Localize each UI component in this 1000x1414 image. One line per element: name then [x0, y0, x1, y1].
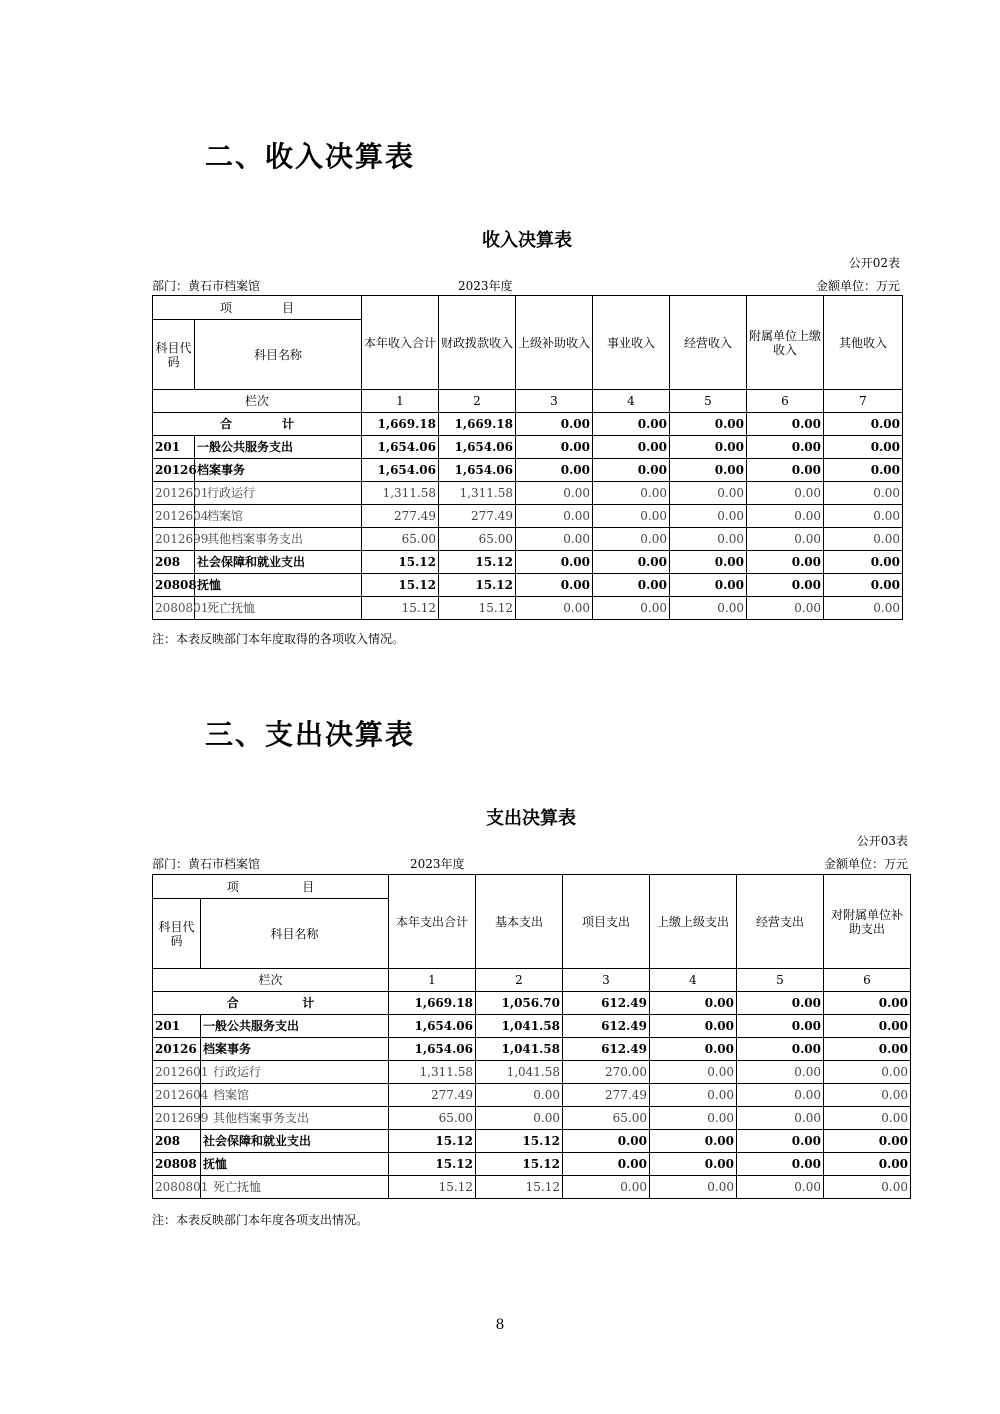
amount-cell: 0.00 — [747, 436, 824, 459]
amount-cell: 0.00 — [824, 436, 903, 459]
income-table — [152, 295, 903, 620]
total-value: 0.00 — [747, 413, 824, 436]
total-row — [153, 413, 903, 436]
subject-code: 2012604 — [153, 1084, 201, 1107]
col-header: 其他收入 — [824, 296, 903, 390]
amount-cell: 0.00 — [593, 597, 670, 620]
amount-cell: 0.00 — [670, 597, 747, 620]
amount-cell: 0.00 — [516, 459, 593, 482]
subject-name: 抚恤 — [195, 574, 362, 597]
subject-name: 行政运行 — [195, 482, 362, 505]
section-heading-expenditure: 三、支出决算表 — [205, 718, 416, 751]
amount-cell: 0.00 — [824, 1015, 911, 1038]
report-title: 收入决算表 — [482, 230, 572, 251]
table-row — [153, 1176, 911, 1199]
form-number: 公开03表 — [856, 834, 908, 848]
amount-cell: 0.00 — [747, 482, 824, 505]
col-header: 附属单位上缴收入 — [747, 296, 824, 390]
amount-cell: 612.49 — [563, 1015, 650, 1038]
amount-cell: 15.12 — [439, 551, 516, 574]
amount-cell: 1,311.58 — [439, 482, 516, 505]
amount-cell: 0.00 — [824, 1176, 911, 1199]
amount-cell: 65.00 — [439, 528, 516, 551]
total-label-a: 合 — [219, 417, 232, 431]
project-header-b: 目 — [302, 879, 315, 894]
amount-cell: 277.49 — [389, 1084, 476, 1107]
report-title: 支出决算表 — [486, 808, 576, 829]
col-header: 财政拨款收入 — [439, 296, 516, 390]
amount-cell: 0.00 — [670, 505, 747, 528]
subject-code: 20808 — [153, 574, 195, 597]
expenditure-report — [152, 798, 910, 1233]
amount-cell: 0.00 — [593, 574, 670, 597]
table-row — [153, 459, 903, 482]
amount-cell: 0.00 — [650, 1061, 737, 1084]
amount-cell: 15.12 — [362, 551, 439, 574]
amount-cell: 0.00 — [737, 1107, 824, 1130]
name-header: 科目名称 — [195, 320, 362, 390]
amount-cell: 0.00 — [670, 528, 747, 551]
total-value: 0.00 — [824, 992, 911, 1015]
amount-cell: 0.00 — [516, 528, 593, 551]
amount-cell: 0.00 — [563, 1153, 650, 1176]
amount-cell: 15.12 — [439, 574, 516, 597]
amount-cell: 0.00 — [516, 505, 593, 528]
amount-cell: 15.12 — [476, 1130, 563, 1153]
amount-cell: 15.12 — [362, 574, 439, 597]
col-number: 5 — [670, 390, 747, 413]
amount-cell: 0.00 — [650, 1015, 737, 1038]
amount-cell: 65.00 — [389, 1107, 476, 1130]
total-value: 0.00 — [737, 992, 824, 1015]
amount-cell: 0.00 — [593, 436, 670, 459]
amount-cell: 0.00 — [516, 551, 593, 574]
subject-name: 其他档案事务支出 — [201, 1107, 389, 1130]
total-value: 0.00 — [824, 413, 903, 436]
department-label: 部门：黄石市档案馆 — [152, 279, 261, 293]
subject-code: 208 — [153, 1130, 201, 1153]
col-number: 5 — [737, 969, 824, 992]
total-row — [153, 992, 911, 1015]
col-header: 事业收入 — [593, 296, 670, 390]
subject-code: 2012601 — [153, 1061, 201, 1084]
amount-cell: 270.00 — [563, 1061, 650, 1084]
amount-cell: 0.00 — [476, 1084, 563, 1107]
amount-cell: 65.00 — [563, 1107, 650, 1130]
subject-code: 2012699 — [153, 1107, 201, 1130]
col-number: 1 — [362, 390, 439, 413]
col-number: 1 — [389, 969, 476, 992]
amount-cell: 15.12 — [389, 1130, 476, 1153]
amount-cell: 0.00 — [737, 1038, 824, 1061]
form-number: 公开02表 — [848, 256, 900, 270]
amount-cell: 0.00 — [824, 1038, 911, 1061]
amount-cell: 1,041.58 — [476, 1061, 563, 1084]
col-number: 2 — [476, 969, 563, 992]
subject-code: 201 — [153, 436, 195, 459]
amount-cell: 0.00 — [824, 551, 903, 574]
amount-cell: 0.00 — [824, 597, 903, 620]
amount-cell: 0.00 — [593, 551, 670, 574]
amount-cell: 0.00 — [824, 459, 903, 482]
amount-cell: 0.00 — [747, 459, 824, 482]
row-label: 栏次 — [153, 390, 362, 413]
amount-cell: 1,654.06 — [362, 459, 439, 482]
income-report — [152, 220, 902, 650]
amount-cell: 15.12 — [389, 1176, 476, 1199]
subject-code: 20808 — [153, 1153, 201, 1176]
currency-unit: 金额单位：万元 — [815, 279, 900, 293]
col-header: 基本支出 — [476, 875, 563, 969]
amount-cell: 1,654.06 — [389, 1015, 476, 1038]
amount-cell: 0.00 — [670, 551, 747, 574]
table-row — [153, 1130, 911, 1153]
total-value: 612.49 — [563, 992, 650, 1015]
total-value: 0.00 — [670, 413, 747, 436]
subject-code: 2080801 — [153, 1176, 201, 1199]
amount-cell: 0.00 — [516, 482, 593, 505]
amount-cell: 1,654.06 — [389, 1038, 476, 1061]
amount-cell: 0.00 — [593, 459, 670, 482]
amount-cell: 0.00 — [747, 528, 824, 551]
col-number: 3 — [563, 969, 650, 992]
amount-cell: 0.00 — [670, 574, 747, 597]
amount-cell: 0.00 — [737, 1153, 824, 1176]
col-number: 7 — [824, 390, 903, 413]
subject-name: 死亡抚恤 — [195, 597, 362, 620]
subject-name: 档案事务 — [195, 459, 362, 482]
subject-name: 其他档案事务支出 — [195, 528, 362, 551]
total-value: 1,669.18 — [362, 413, 439, 436]
amount-cell: 1,654.06 — [439, 459, 516, 482]
amount-cell: 0.00 — [824, 574, 903, 597]
amount-cell: 0.00 — [563, 1176, 650, 1199]
project-header — [153, 296, 362, 320]
table-row — [153, 1038, 911, 1061]
amount-cell: 0.00 — [737, 1084, 824, 1107]
amount-cell: 15.12 — [476, 1176, 563, 1199]
amount-cell: 1,041.58 — [476, 1015, 563, 1038]
col-number: 6 — [824, 969, 911, 992]
fiscal-year: 2023年度 — [410, 857, 465, 871]
amount-cell: 15.12 — [439, 597, 516, 620]
subject-name: 档案馆 — [195, 505, 362, 528]
amount-cell: 0.00 — [824, 1107, 911, 1130]
subject-code: 20126 — [153, 459, 195, 482]
table-note: 注：本表反映部门本年度取得的各项收入情况。 — [152, 632, 405, 646]
subject-name: 行政运行 — [201, 1061, 389, 1084]
amount-cell: 15.12 — [362, 597, 439, 620]
col-header: 经营支出 — [737, 875, 824, 969]
fiscal-year: 2023年度 — [458, 279, 513, 293]
amount-cell: 0.00 — [593, 482, 670, 505]
amount-cell: 277.49 — [362, 505, 439, 528]
total-value: 1,056.70 — [476, 992, 563, 1015]
amount-cell: 0.00 — [824, 528, 903, 551]
total-label-a: 合 — [226, 996, 239, 1010]
project-header-a: 项 — [226, 879, 239, 894]
amount-cell: 0.00 — [824, 1084, 911, 1107]
total-value: 1,669.18 — [389, 992, 476, 1015]
amount-cell: 0.00 — [650, 1107, 737, 1130]
code-header: 科目代码 — [153, 320, 195, 390]
amount-cell: 1,041.58 — [476, 1038, 563, 1061]
subject-name: 一般公共服务支出 — [201, 1015, 389, 1038]
amount-cell: 0.00 — [670, 459, 747, 482]
amount-cell: 1,654.06 — [439, 436, 516, 459]
subject-name: 社会保障和就业支出 — [195, 551, 362, 574]
name-header: 科目名称 — [201, 899, 389, 969]
subject-code: 208 — [153, 551, 195, 574]
table-note: 注：本表反映部门本年度各项支出情况。 — [152, 1213, 369, 1227]
table-row — [153, 482, 903, 505]
col-number: 2 — [439, 390, 516, 413]
amount-cell: 0.00 — [824, 1130, 911, 1153]
table-row — [153, 1153, 911, 1176]
table-row — [153, 1084, 911, 1107]
amount-cell: 0.00 — [563, 1130, 650, 1153]
amount-cell: 1,311.58 — [389, 1061, 476, 1084]
page-number: 8 — [495, 1317, 505, 1333]
amount-cell: 0.00 — [516, 574, 593, 597]
col-number: 4 — [593, 390, 670, 413]
amount-cell: 0.00 — [650, 1130, 737, 1153]
amount-cell: 277.49 — [563, 1084, 650, 1107]
amount-cell: 0.00 — [650, 1176, 737, 1199]
subject-code: 20126 — [153, 1038, 201, 1061]
table-row — [153, 597, 903, 620]
amount-cell: 0.00 — [476, 1107, 563, 1130]
project-header-a: 项 — [219, 300, 232, 315]
subject-name: 死亡抚恤 — [201, 1176, 389, 1199]
table-row — [153, 436, 903, 459]
col-header: 上缴上级支出 — [650, 875, 737, 969]
amount-cell: 0.00 — [747, 597, 824, 620]
table-row — [153, 505, 903, 528]
amount-cell: 0.00 — [650, 1038, 737, 1061]
subject-name: 档案事务 — [201, 1038, 389, 1061]
total-label — [153, 992, 389, 1015]
amount-cell: 0.00 — [747, 574, 824, 597]
amount-cell: 277.49 — [439, 505, 516, 528]
amount-cell: 65.00 — [362, 528, 439, 551]
amount-cell: 0.00 — [737, 1015, 824, 1038]
subject-code: 2012604 — [153, 505, 195, 528]
amount-cell: 0.00 — [516, 436, 593, 459]
table-row — [153, 1061, 911, 1084]
col-header: 本年收入合计 — [362, 296, 439, 390]
amount-cell: 0.00 — [824, 1153, 911, 1176]
table-row — [153, 574, 903, 597]
amount-cell: 0.00 — [737, 1130, 824, 1153]
amount-cell: 15.12 — [389, 1153, 476, 1176]
amount-cell: 0.00 — [670, 436, 747, 459]
amount-cell: 0.00 — [516, 597, 593, 620]
department-label: 部门：黄石市档案馆 — [152, 857, 261, 871]
subject-code: 201 — [153, 1015, 201, 1038]
amount-cell: 0.00 — [747, 505, 824, 528]
subject-name: 一般公共服务支出 — [195, 436, 362, 459]
amount-cell: 1,654.06 — [362, 436, 439, 459]
col-header: 上级补助收入 — [516, 296, 593, 390]
amount-cell: 15.12 — [476, 1153, 563, 1176]
subject-code: 2080801 — [153, 597, 195, 620]
col-header: 项目支出 — [563, 875, 650, 969]
total-value: 0.00 — [516, 413, 593, 436]
subject-code: 2012699 — [153, 528, 195, 551]
col-header: 对附属单位补助支出 — [824, 875, 911, 969]
amount-cell: 0.00 — [593, 505, 670, 528]
code-header: 科目代码 — [153, 899, 201, 969]
total-value: 0.00 — [650, 992, 737, 1015]
col-number: 4 — [650, 969, 737, 992]
subject-name: 抚恤 — [201, 1153, 389, 1176]
col-header: 本年支出合计 — [389, 875, 476, 969]
amount-cell: 0.00 — [737, 1176, 824, 1199]
table-row — [153, 551, 903, 574]
amount-cell: 0.00 — [670, 482, 747, 505]
amount-cell: 0.00 — [824, 1061, 911, 1084]
expenditure-table — [152, 874, 911, 1199]
total-label — [153, 413, 362, 436]
subject-name: 档案馆 — [201, 1084, 389, 1107]
amount-cell: 0.00 — [650, 1153, 737, 1176]
total-value: 1,669.18 — [439, 413, 516, 436]
currency-unit: 金额单位：万元 — [823, 857, 908, 871]
subject-code: 2012601 — [153, 482, 195, 505]
table-row — [153, 528, 903, 551]
project-header-b: 目 — [281, 300, 294, 315]
amount-cell: 0.00 — [650, 1084, 737, 1107]
amount-cell: 612.49 — [563, 1038, 650, 1061]
row-label: 栏次 — [153, 969, 389, 992]
section-heading-income: 二、收入决算表 — [205, 140, 416, 173]
table-row — [153, 1015, 911, 1038]
col-header: 经营收入 — [670, 296, 747, 390]
col-number: 6 — [747, 390, 824, 413]
table-row — [153, 1107, 911, 1130]
total-label-b: 计 — [302, 996, 315, 1010]
total-label-b: 计 — [281, 417, 294, 431]
amount-cell: 0.00 — [593, 528, 670, 551]
col-number: 3 — [516, 390, 593, 413]
subject-name: 社会保障和就业支出 — [201, 1130, 389, 1153]
amount-cell: 1,311.58 — [362, 482, 439, 505]
amount-cell: 0.00 — [747, 551, 824, 574]
project-header — [153, 875, 389, 899]
amount-cell: 0.00 — [737, 1061, 824, 1084]
amount-cell: 0.00 — [824, 482, 903, 505]
amount-cell: 0.00 — [824, 505, 903, 528]
total-value: 0.00 — [593, 413, 670, 436]
